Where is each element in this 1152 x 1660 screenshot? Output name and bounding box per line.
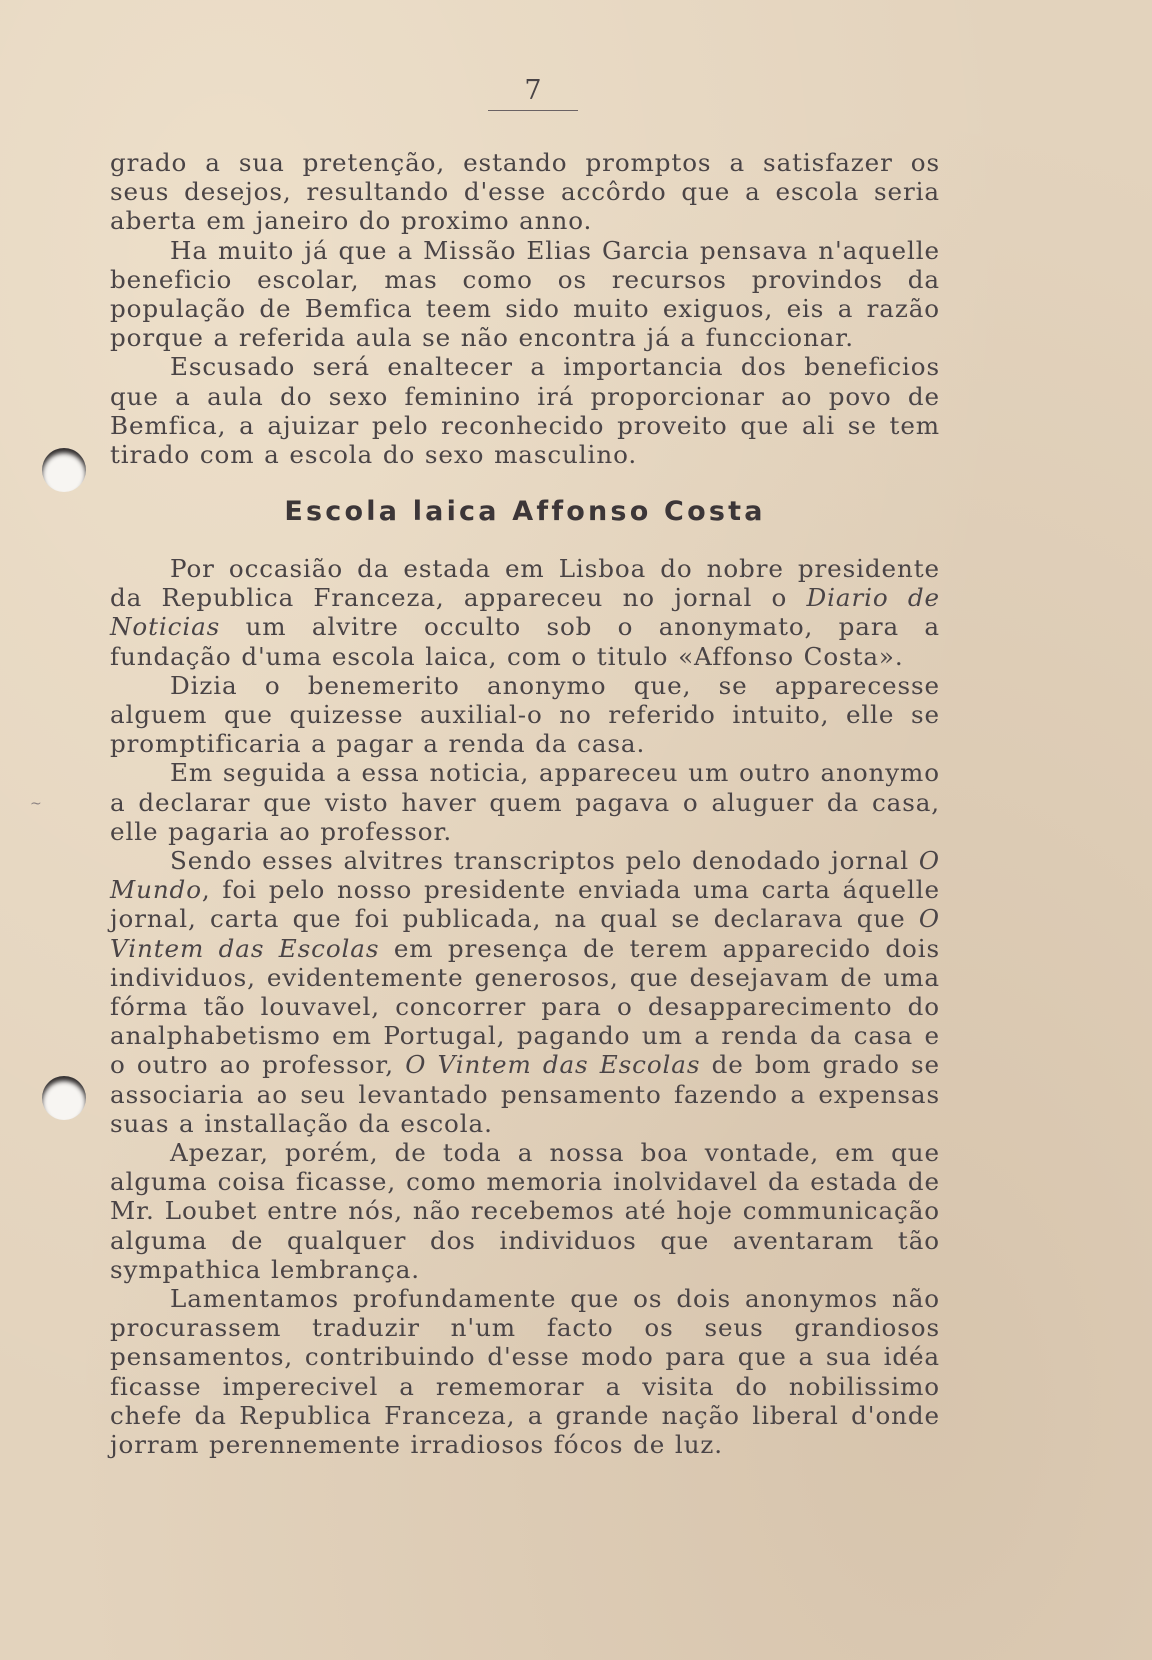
text-run: um alvitre occulto sob o anonymato, para a fundação d'uma escola laica, com o titulo «Affonso Costa». [110, 612, 940, 671]
page-number: 7 [524, 75, 542, 106]
paragraph-aula-sexo-feminino: Escusado será enaltecer a importancia dos beneficios que a aula do sexo feminino irá proporcionar ao povo de Bemfica, a ajuizar pelo reconhecido proveito que ali se tem tirado com a escola do sexo masculino. [110, 352, 940, 470]
punch-hole-top [42, 448, 86, 492]
intro-text-block [110, 148, 940, 469]
publication-title: O Vintem das Escolas [405, 1050, 701, 1080]
newspaper-title: O Mundo [110, 846, 940, 905]
newspaper-title: Diario de Noticias [110, 583, 940, 642]
text-run: de bom grado se associaria ao seu levantado pensamento fazendo a expensas suas a installação da escola. [110, 1050, 940, 1138]
text-run: Por occasião da estada em Lisboa do nobre presidente da Republica Franceza, appareceu no jornal o [110, 554, 940, 613]
paragraph-apezar: Apezar, porém, de toda a nossa boa vontade, em que alguma coisa ficasse, como memoria inolvidavel da estada de Mr. Loubet entre nós, não recebemos até hoje communicação alguma de qualquer dos individuos que aventaram tão sympathica lembrança. [110, 1138, 940, 1284]
section-heading: Escola laica Affonso Costa [284, 496, 766, 527]
punch-hole-bottom [42, 1076, 86, 1120]
page-number-rule [488, 110, 578, 111]
text-run: , foi pelo nosso presidente enviada uma carta áquelle jornal, carta que foi publicada, na qual se declarava que [110, 875, 940, 934]
paragraph-lamentamos: Lamentamos profundamente que os dois anonymos não procurassem traduzir n'um facto os seus grandiosos pensamentos, contribuindo d'esse modo para que a sua idéa ficasse imperecivel a rememorar a visita do nobilissimo chefe da Republica Franceza, a grande nação liberal d'onde jorram perennemente irradiosos fócos de luz. [110, 1284, 940, 1460]
paragraph-outro-anonymo: Em seguida a essa noticia, appareceu um outro anonymo a declarar que visto haver quem pagava o aluguer da casa, elle pagaria ao professor. [110, 758, 940, 846]
text-run: Sendo esses alvitres transcriptos pelo denodado jornal [170, 846, 919, 876]
section-text-block [110, 554, 940, 1459]
paragraph-carta [110, 846, 940, 1138]
paragraph-missao-elias-garcia: Ha muito já que a Missão Elias Garcia pensava n'aquelle beneficio escolar, mas como os recursos provindos da população de Bemfica teem sido muito exiguos, eis a razão porque a referida aula se não encontra já a funccionar. [110, 235, 940, 353]
paragraph-benemerito: Dizia o benemerito anonymo que, se apparecesse alguem que quizesse auxilial-o no referido intuito, elle se promptificaria a pagar a renda da casa. [110, 670, 940, 759]
margin-mark: ~ [30, 796, 42, 812]
text-run: em presença de terem apparecido dois individuos, evidentemente generosos, que desejavam de uma fórma tão louvavel, concorrer para o desapparecimento do analphabetismo em Portugal, pagando um a renda da casa e o outro ao professor, [110, 933, 940, 1080]
paragraph-continuation: grado a sua pretenção, estando promptos a satisfazer os seus desejos, resultando d'esse accôrdo que a escola seria aberta em janeiro do proximo anno. [110, 148, 940, 236]
paragraph-alvitre [110, 554, 940, 671]
publication-title: O Vintem das Escolas [110, 904, 940, 963]
